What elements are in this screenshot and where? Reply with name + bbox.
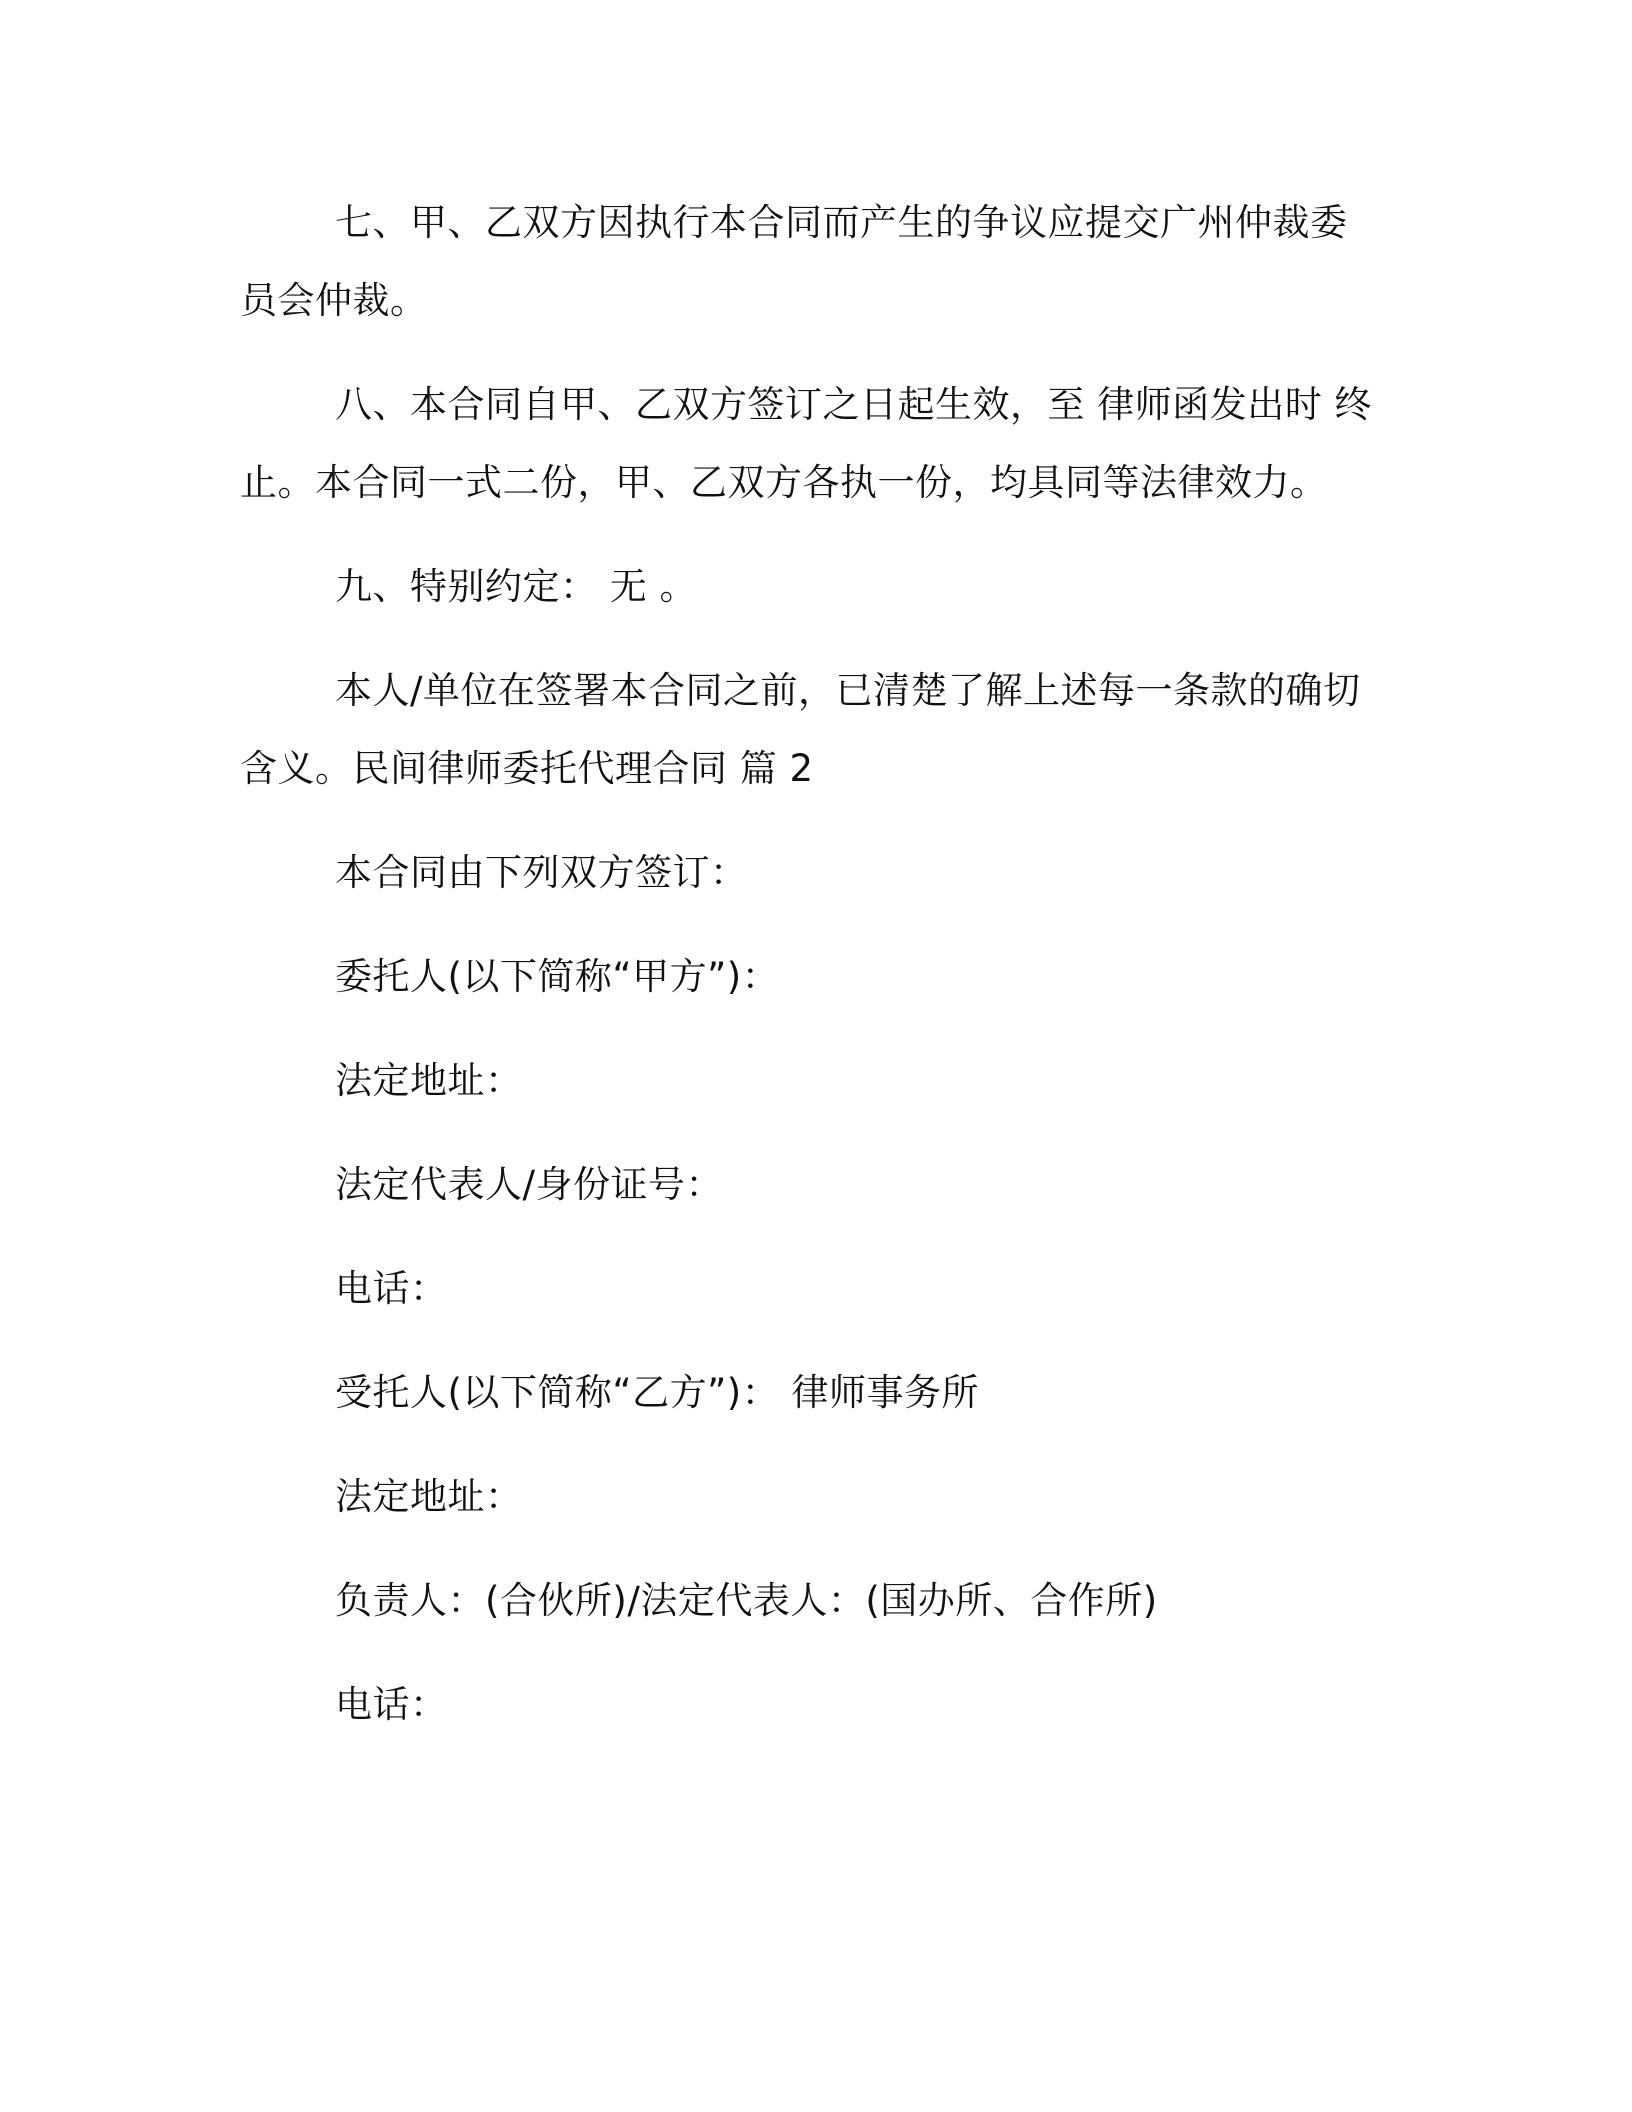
- clause-eight: 八、本合同自甲、乙双方签订之日起生效，至 律师函发出时 终止。本合同一式二份，甲、乙双方各执一份，均具同等法律效力。: [240, 383, 1373, 504]
- trustee-address-label: 法定地址：: [335, 1475, 523, 1518]
- acknowledgement-paragraph: 本人/单位在签署本合同之前，已清楚了解上述每一条款的确切含义。民间律师委托代理合同 篇 2: [240, 669, 1361, 790]
- trustee-responsible-person-label: 负责人：(合伙所)/法定代表人：(国办所、合作所): [335, 1579, 1158, 1622]
- client-representative-label: 法定代表人/身份证号：: [335, 1163, 723, 1206]
- trustee-phone-label: 电话：: [335, 1683, 448, 1726]
- client-address-label: 法定地址：: [335, 1059, 523, 1102]
- clause-nine: 九、特别约定： 无 。: [335, 565, 698, 608]
- clause-seven: 七、甲、乙双方因执行本合同而产生的争议应提交广州仲裁委员会仲裁。: [240, 201, 1348, 322]
- document-body: [240, 184, 1380, 1770]
- client-label: 委托人(以下简称“甲方”)：: [335, 955, 780, 998]
- trustee-label: 受托人(以下简称“乙方”)： 律师事务所: [335, 1371, 979, 1414]
- client-phone-label: 电话：: [335, 1267, 448, 1310]
- contract-parties-intro: 本合同由下列双方签订：: [335, 851, 748, 894]
